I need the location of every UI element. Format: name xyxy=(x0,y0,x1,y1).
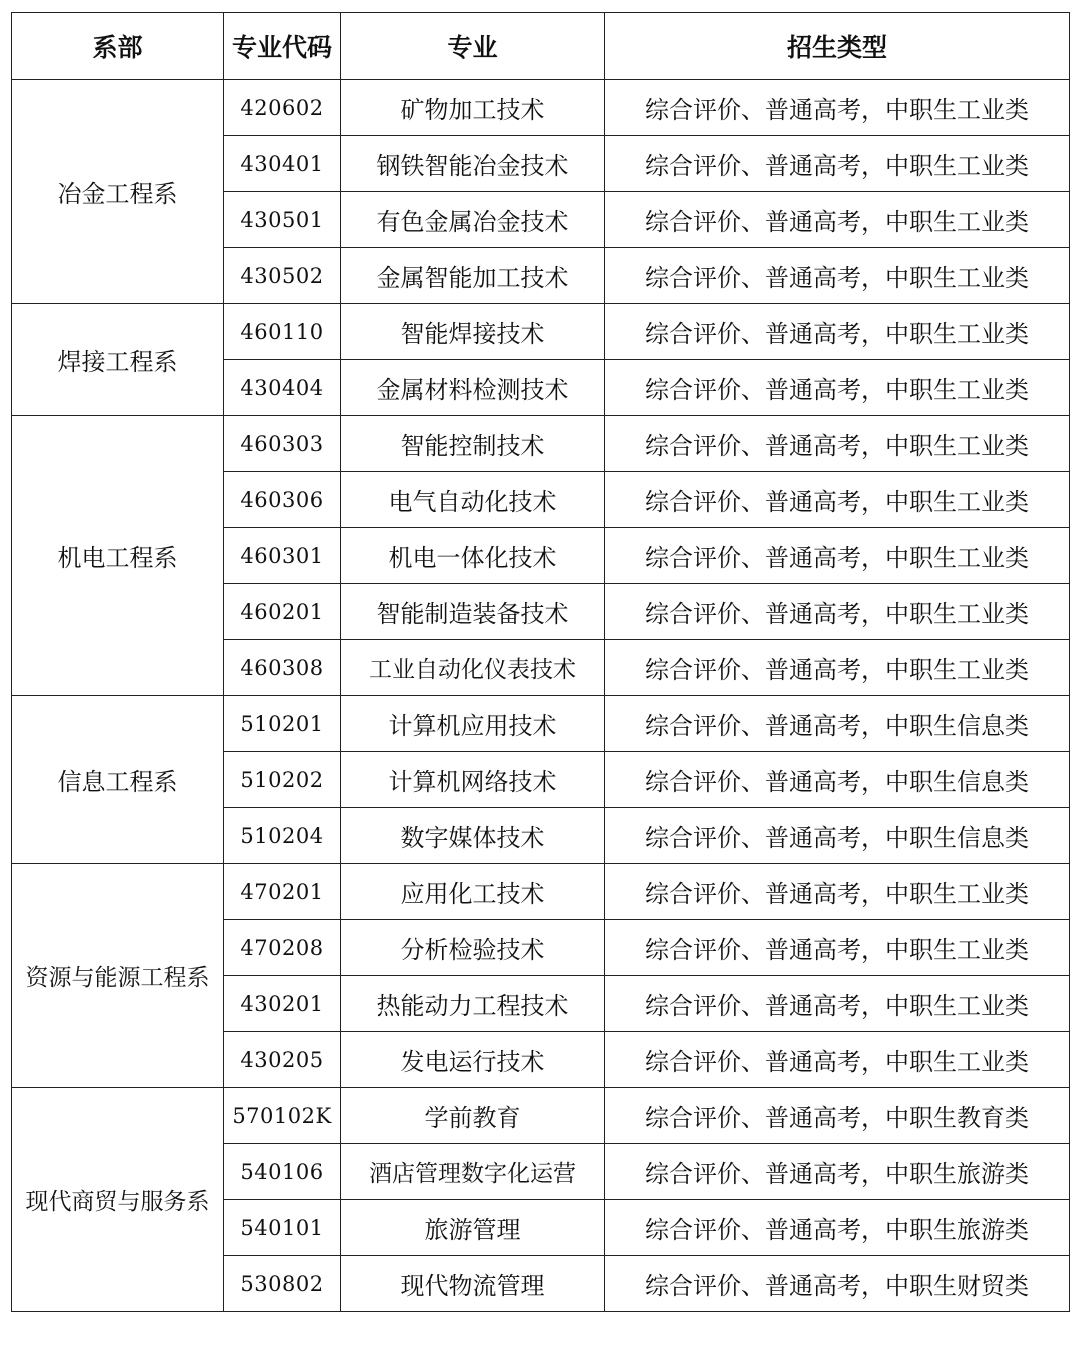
major-name-cell: 智能控制技术 xyxy=(341,416,605,472)
major-code-cell: 570102K xyxy=(224,1088,341,1144)
major-name-cell: 学前教育 xyxy=(341,1088,605,1144)
admission-type-cell: 综合评价、普通高考，中职生工业类 xyxy=(605,528,1070,584)
major-name-cell: 智能制造装备技术 xyxy=(341,584,605,640)
admission-type-cell: 综合评价、普通高考，中职生工业类 xyxy=(605,416,1070,472)
major-code-cell: 510202 xyxy=(224,752,341,808)
major-name-cell: 机电一体化技术 xyxy=(341,528,605,584)
admission-type-cell: 综合评价、普通高考，中职生信息类 xyxy=(605,752,1070,808)
department-cell: 冶金工程系 xyxy=(12,80,224,304)
major-name-cell: 有色金属冶金技术 xyxy=(341,192,605,248)
admission-type-cell: 综合评价、普通高考，中职生工业类 xyxy=(605,640,1070,696)
major-name-cell: 酒店管理数字化运营 xyxy=(341,1144,605,1200)
major-code-cell: 420602 xyxy=(224,80,341,136)
header-dept: 系部 xyxy=(12,13,224,80)
admission-type-cell: 综合评价、普通高考，中职生工业类 xyxy=(605,920,1070,976)
major-code-cell: 430501 xyxy=(224,192,341,248)
major-name-cell: 金属智能加工技术 xyxy=(341,248,605,304)
admission-type-cell: 综合评价、普通高考，中职生工业类 xyxy=(605,864,1070,920)
major-name-cell: 矿物加工技术 xyxy=(341,80,605,136)
admission-type-cell: 综合评价、普通高考，中职生工业类 xyxy=(605,360,1070,416)
major-code-cell: 510204 xyxy=(224,808,341,864)
header-major: 专业 xyxy=(341,13,605,80)
table-row xyxy=(12,864,1070,920)
major-name-cell: 金属材料检测技术 xyxy=(341,360,605,416)
major-code-cell: 430502 xyxy=(224,248,341,304)
department-cell: 现代商贸与服务系 xyxy=(12,1088,224,1312)
major-code-cell: 510201 xyxy=(224,696,341,752)
major-code-cell: 460301 xyxy=(224,528,341,584)
admission-type-cell: 综合评价、普通高考，中职生工业类 xyxy=(605,136,1070,192)
table-body xyxy=(12,80,1070,1312)
major-name-cell: 智能焊接技术 xyxy=(341,304,605,360)
header-row xyxy=(12,13,1070,80)
major-name-cell: 工业自动化仪表技术 xyxy=(341,640,605,696)
major-code-cell: 470208 xyxy=(224,920,341,976)
admission-type-cell: 综合评价、普通高考，中职生工业类 xyxy=(605,1032,1070,1088)
major-name-cell: 计算机网络技术 xyxy=(341,752,605,808)
admissions-table xyxy=(11,12,1070,1312)
major-name-cell: 旅游管理 xyxy=(341,1200,605,1256)
table-header xyxy=(12,13,1070,80)
admission-type-cell: 综合评价、普通高考，中职生教育类 xyxy=(605,1088,1070,1144)
table-row xyxy=(12,1088,1070,1144)
table-row xyxy=(12,696,1070,752)
major-code-cell: 540101 xyxy=(224,1200,341,1256)
table-row xyxy=(12,416,1070,472)
major-name-cell: 钢铁智能冶金技术 xyxy=(341,136,605,192)
department-cell: 资源与能源工程系 xyxy=(12,864,224,1088)
major-code-cell: 430401 xyxy=(224,136,341,192)
table-row xyxy=(12,304,1070,360)
major-code-cell: 470201 xyxy=(224,864,341,920)
department-cell: 焊接工程系 xyxy=(12,304,224,416)
admission-type-cell: 综合评价、普通高考，中职生工业类 xyxy=(605,192,1070,248)
admission-type-cell: 综合评价、普通高考，中职生财贸类 xyxy=(605,1256,1070,1312)
table-row xyxy=(12,80,1070,136)
major-code-cell: 530802 xyxy=(224,1256,341,1312)
major-name-cell: 发电运行技术 xyxy=(341,1032,605,1088)
admission-type-cell: 综合评价、普通高考，中职生工业类 xyxy=(605,976,1070,1032)
admission-type-cell: 综合评价、普通高考，中职生工业类 xyxy=(605,80,1070,136)
major-name-cell: 现代物流管理 xyxy=(341,1256,605,1312)
major-name-cell: 电气自动化技术 xyxy=(341,472,605,528)
header-code: 专业代码 xyxy=(224,13,341,80)
major-code-cell: 460306 xyxy=(224,472,341,528)
admission-type-cell: 综合评价、普通高考，中职生工业类 xyxy=(605,584,1070,640)
major-code-cell: 460308 xyxy=(224,640,341,696)
department-cell: 信息工程系 xyxy=(12,696,224,864)
major-code-cell: 430201 xyxy=(224,976,341,1032)
major-code-cell: 460110 xyxy=(224,304,341,360)
header-type: 招生类型 xyxy=(605,13,1070,80)
admission-type-cell: 综合评价、普通高考，中职生信息类 xyxy=(605,696,1070,752)
major-name-cell: 计算机应用技术 xyxy=(341,696,605,752)
admission-type-cell: 综合评价、普通高考，中职生工业类 xyxy=(605,248,1070,304)
admission-type-cell: 综合评价、普通高考，中职生工业类 xyxy=(605,472,1070,528)
major-code-cell: 540106 xyxy=(224,1144,341,1200)
major-name-cell: 热能动力工程技术 xyxy=(341,976,605,1032)
major-code-cell: 430404 xyxy=(224,360,341,416)
major-name-cell: 分析检验技术 xyxy=(341,920,605,976)
major-code-cell: 430205 xyxy=(224,1032,341,1088)
admission-type-cell: 综合评价、普通高考，中职生工业类 xyxy=(605,304,1070,360)
admission-type-cell: 综合评价、普通高考，中职生信息类 xyxy=(605,808,1070,864)
department-cell: 机电工程系 xyxy=(12,416,224,696)
major-name-cell: 应用化工技术 xyxy=(341,864,605,920)
major-name-cell: 数字媒体技术 xyxy=(341,808,605,864)
admission-type-cell: 综合评价、普通高考，中职生旅游类 xyxy=(605,1200,1070,1256)
admission-type-cell: 综合评价、普通高考，中职生旅游类 xyxy=(605,1144,1070,1200)
major-code-cell: 460201 xyxy=(224,584,341,640)
major-code-cell: 460303 xyxy=(224,416,341,472)
